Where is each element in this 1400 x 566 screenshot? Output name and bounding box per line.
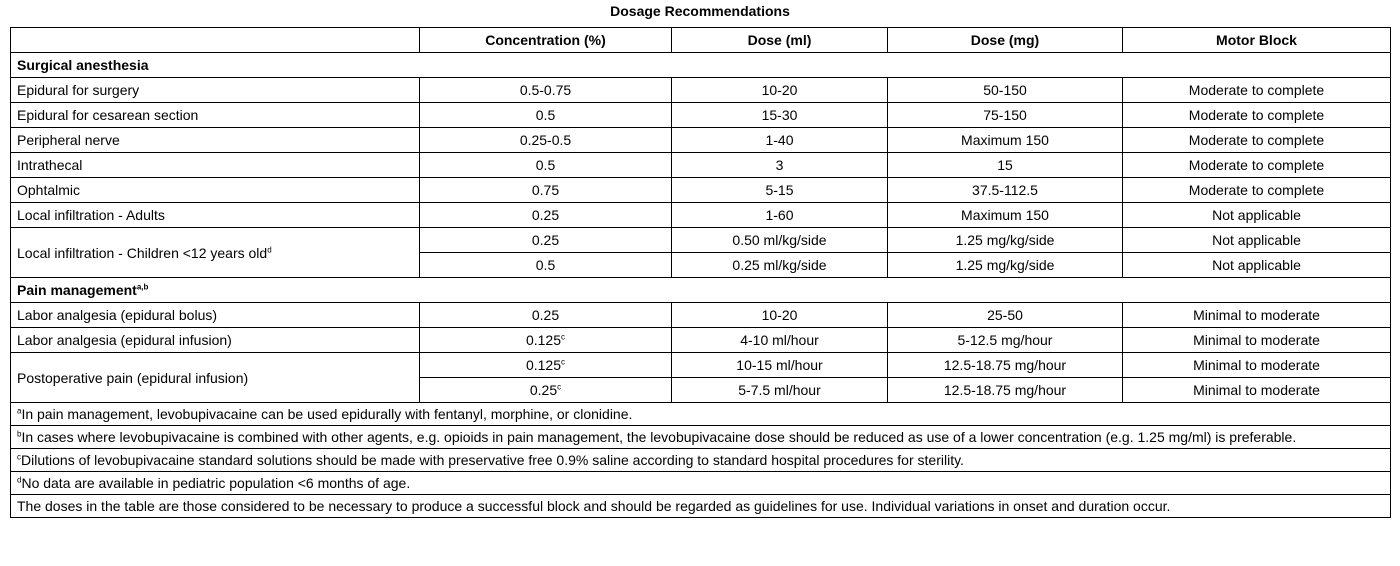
motor-block-cell: Not applicable bbox=[1123, 253, 1391, 278]
motor-block-cell: Moderate to complete bbox=[1123, 78, 1391, 103]
concentration-cell: 0.75 bbox=[420, 178, 672, 203]
dose-mg-cell: 1.25 mg/kg/side bbox=[888, 253, 1123, 278]
table-row bbox=[11, 203, 1391, 228]
row-label-text: Local infiltration - Children <12 years old bbox=[17, 244, 268, 261]
motor-block-cell: Moderate to complete bbox=[1123, 153, 1391, 178]
footnote-c bbox=[11, 449, 1391, 472]
footnote-ref: c bbox=[561, 357, 566, 367]
motor-block-cell: Moderate to complete bbox=[1123, 178, 1391, 203]
dose-ml-cell: 5-15 bbox=[672, 178, 888, 203]
dose-mg-cell: 15 bbox=[888, 153, 1123, 178]
table-row bbox=[11, 303, 1391, 328]
table-row bbox=[11, 328, 1391, 353]
table-row bbox=[11, 103, 1391, 128]
concentration-cell: 0.25-0.5 bbox=[420, 128, 672, 153]
row-label: Epidural for surgery bbox=[11, 78, 420, 103]
section-label-pain bbox=[11, 278, 1391, 303]
concentration-cell: 0.5 bbox=[420, 103, 672, 128]
dose-ml-cell: 15-30 bbox=[672, 103, 888, 128]
concentration-cell bbox=[420, 378, 672, 403]
footnote-ref: c bbox=[557, 382, 562, 392]
header-motor-block: Motor Block bbox=[1123, 28, 1391, 53]
footnote-a bbox=[11, 403, 1391, 426]
dose-ml-cell: 3 bbox=[672, 153, 888, 178]
header-dose-mg: Dose (mg) bbox=[888, 28, 1123, 53]
footnote-mark: b bbox=[17, 429, 22, 439]
concentration-value: 0.125 bbox=[525, 332, 562, 348]
concentration-cell bbox=[420, 353, 672, 378]
table-row bbox=[11, 153, 1391, 178]
concentration-cell: 0.25 bbox=[420, 228, 672, 253]
dose-ml-cell: 1-60 bbox=[672, 203, 888, 228]
footnote-row bbox=[11, 449, 1391, 472]
footnote-mark: a bbox=[17, 406, 22, 416]
dose-ml-cell: 0.50 ml/kg/side bbox=[672, 228, 888, 253]
motor-block-cell: Minimal to moderate bbox=[1123, 303, 1391, 328]
dose-mg-cell: 25-50 bbox=[888, 303, 1123, 328]
footnote-b bbox=[11, 426, 1391, 449]
motor-block-cell: Moderate to complete bbox=[1123, 128, 1391, 153]
table-row bbox=[11, 178, 1391, 203]
dosage-table bbox=[10, 27, 1391, 518]
footnote-row bbox=[11, 403, 1391, 426]
footnote-d bbox=[11, 472, 1391, 495]
section-label-text: Pain management bbox=[17, 282, 137, 298]
section-row-pain bbox=[11, 278, 1391, 303]
footnote-text: In cases where levobupivacaine is combined with other agents, e.g. opioids in pain management, the levobupivacaine dose should be reduced as use of a lower concentration (e.g. 1.25 mg/ml) is preferable. bbox=[21, 429, 1297, 445]
concentration-cell: 0.25 bbox=[420, 203, 672, 228]
dose-ml-cell: 10-15 ml/hour bbox=[672, 353, 888, 378]
row-label: Ophtalmic bbox=[11, 178, 420, 203]
dose-ml-cell: 10-20 bbox=[672, 78, 888, 103]
table-row bbox=[11, 228, 1391, 253]
note-row bbox=[11, 495, 1391, 518]
dose-mg-cell: Maximum 150 bbox=[888, 203, 1123, 228]
header-row bbox=[11, 28, 1391, 53]
table-row bbox=[11, 353, 1391, 378]
concentration-cell bbox=[420, 328, 672, 353]
footnote-text: No data are available in pediatric population <6 months of age. bbox=[21, 475, 411, 491]
dose-mg-cell: 12.5-18.75 mg/hour bbox=[888, 378, 1123, 403]
dose-mg-cell: 1.25 mg/kg/side bbox=[888, 228, 1123, 253]
table-title: Dosage Recommendations bbox=[610, 3, 790, 19]
motor-block-cell: Minimal to moderate bbox=[1123, 353, 1391, 378]
dose-ml-cell: 10-20 bbox=[672, 303, 888, 328]
dose-ml-cell: 5-7.5 ml/hour bbox=[672, 378, 888, 403]
header-empty bbox=[11, 28, 420, 53]
concentration-cell: 0.5-0.75 bbox=[420, 78, 672, 103]
row-label: Epidural for cesarean section bbox=[11, 103, 420, 128]
section-row-surgical bbox=[11, 53, 1391, 78]
dose-mg-cell: 75-150 bbox=[888, 103, 1123, 128]
concentration-value: 0.125 bbox=[525, 357, 562, 373]
table-row bbox=[11, 78, 1391, 103]
dose-mg-cell: 12.5-18.75 mg/hour bbox=[888, 353, 1123, 378]
row-label: Intrathecal bbox=[11, 153, 420, 178]
motor-block-cell: Minimal to moderate bbox=[1123, 328, 1391, 353]
footnote-row bbox=[11, 472, 1391, 495]
dose-mg-cell: 50-150 bbox=[888, 78, 1123, 103]
footnote-text: Dilutions of levobupivacaine standard solutions should be made with preservative free 0.9% saline according to standard hospital procedures for sterility. bbox=[21, 452, 964, 468]
footnote-ref: a,b bbox=[136, 282, 149, 292]
row-label-merged bbox=[11, 228, 420, 278]
row-label-merged: Postoperative pain (epidural infusion) bbox=[11, 353, 420, 403]
dose-mg-cell: 37.5-112.5 bbox=[888, 178, 1123, 203]
dose-mg-cell: 5-12.5 mg/hour bbox=[888, 328, 1123, 353]
footnote-mark: d bbox=[17, 475, 22, 485]
header-dose-ml: Dose (ml) bbox=[672, 28, 888, 53]
dose-ml-cell: 4-10 ml/hour bbox=[672, 328, 888, 353]
motor-block-cell: Not applicable bbox=[1123, 203, 1391, 228]
footnote-ref: d bbox=[267, 244, 272, 254]
row-label: Peripheral nerve bbox=[11, 128, 420, 153]
concentration-cell: 0.5 bbox=[420, 153, 672, 178]
concentration-cell: 0.5 bbox=[420, 253, 672, 278]
motor-block-cell: Moderate to complete bbox=[1123, 103, 1391, 128]
concentration-value: 0.25 bbox=[529, 382, 558, 398]
row-label: Local infiltration - Adults bbox=[11, 203, 420, 228]
footnote-ref: c bbox=[561, 332, 566, 342]
footnote-text: In pain management, levobupivacaine can be used epidurally with fentanyl, morphine, or clonidine. bbox=[21, 406, 633, 422]
row-label: Labor analgesia (epidural bolus) bbox=[11, 303, 420, 328]
motor-block-cell: Minimal to moderate bbox=[1123, 378, 1391, 403]
dose-ml-cell: 1-40 bbox=[672, 128, 888, 153]
footnote-row bbox=[11, 426, 1391, 449]
table-row bbox=[11, 128, 1391, 153]
row-label: Labor analgesia (epidural infusion) bbox=[11, 328, 420, 353]
motor-block-cell: Not applicable bbox=[1123, 228, 1391, 253]
section-label-surgical: Surgical anesthesia bbox=[11, 53, 1391, 78]
table-note: The doses in the table are those considered to be necessary to produce a successful block and should be regarded as guidelines for use. Individual variations in onset and duration occur. bbox=[11, 495, 1391, 518]
dose-mg-cell: Maximum 150 bbox=[888, 128, 1123, 153]
concentration-cell: 0.25 bbox=[420, 303, 672, 328]
dose-ml-cell: 0.25 ml/kg/side bbox=[672, 253, 888, 278]
footnote-mark: c bbox=[17, 452, 21, 462]
header-concentration: Concentration (%) bbox=[420, 28, 672, 53]
